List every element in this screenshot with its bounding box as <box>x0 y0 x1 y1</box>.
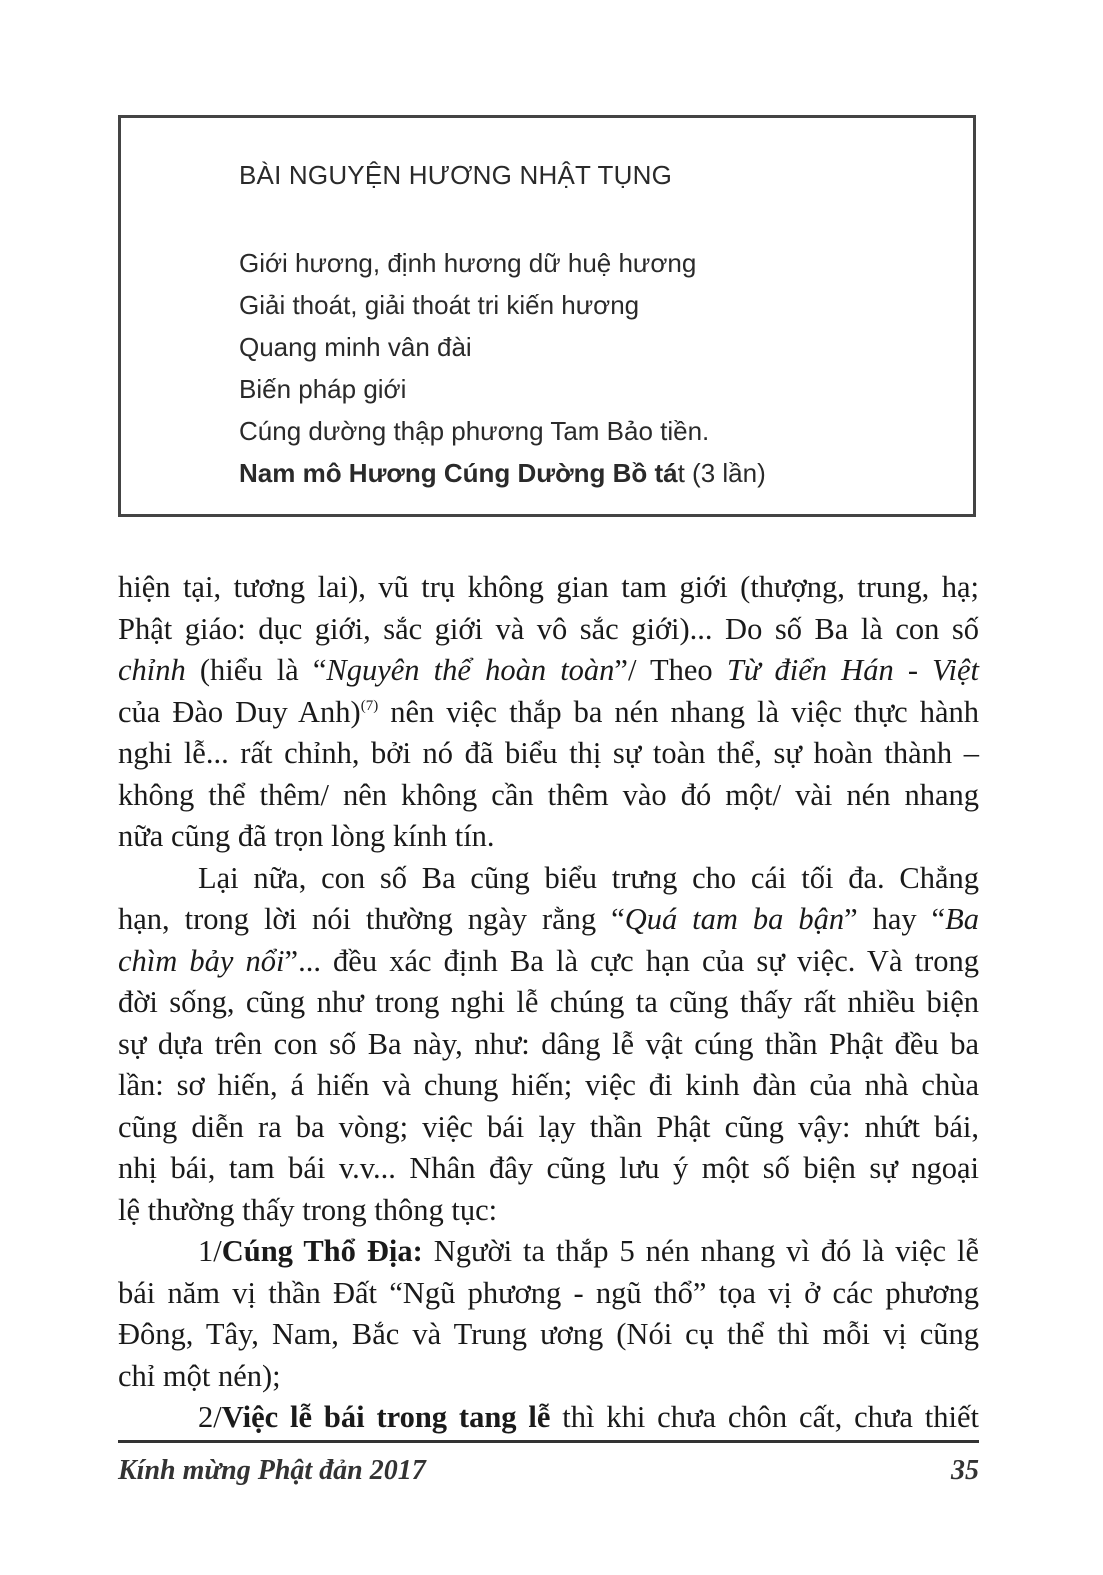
body-line: bái năm vị thần Đất “Ngũ phương - ngũ thổ” tọa vị ở các phương <box>118 1275 979 1310</box>
text-run: hạn, trong lời nói thường ngày rằng “ <box>118 902 625 936</box>
prayer-box-content <box>239 158 766 494</box>
italic-term: chìm bảy nổi <box>118 943 285 978</box>
body-line <box>118 941 979 983</box>
footer-rule <box>118 1440 979 1443</box>
italic-term: chỉnh <box>118 653 186 687</box>
prayer-final-bold: Nam mô Hương Cúng Dường Bồ tá <box>239 458 678 488</box>
text-run: ”... đều xác định Ba là cực hạn của sự việc. Và trong <box>284 943 979 978</box>
text-run: của Đào Duy Anh) <box>118 694 361 729</box>
footer-title: Kính mừng Phật đản 2017 <box>118 1455 426 1486</box>
body-line: hiện tại, tương lai), vũ trụ không gian tam giới (thượng, trung, hạ; <box>118 570 979 604</box>
bold-term: Cúng Thổ Địa: <box>221 1234 423 1268</box>
text-run: thì khi chưa chôn cất, chưa thiết <box>550 1400 979 1434</box>
body-line <box>118 650 979 692</box>
italic-term: Ba <box>945 902 979 936</box>
body-line: Phật giáo: dục giới, sắc giới và vô sắc giới)... Do số Ba là con số <box>118 611 979 646</box>
body-line: chỉ một nén); <box>118 1358 281 1393</box>
body-line <box>118 1231 979 1273</box>
body-line <box>118 899 979 941</box>
body-line: Lại nữa, con số Ba cũng biểu trưng cho cái tối đa. Chẳng <box>198 860 979 895</box>
page-footer <box>118 1455 979 1487</box>
italic-term: Nguyên thể hoàn toàn <box>326 653 615 687</box>
body-line: không thể thêm/ nên không cần thêm vào đó một/ vài nén nhang <box>118 777 979 812</box>
body-line: đời sống, cũng như trong nghi lễ chúng ta cũng thấy rất nhiều biện <box>118 985 979 1019</box>
italic-term: Từ điển Hán - Việt <box>726 653 979 687</box>
prayer-final-rest: t (3 lần) <box>677 458 766 488</box>
prayer-verse: Biến pháp giới <box>239 374 407 404</box>
prayer-verse: Giới hương, định hương dữ huệ hương <box>239 248 697 278</box>
prayer-verse: Giải thoát, giải thoát tri kiến hương <box>239 290 640 320</box>
text-run: ” hay “ <box>844 902 946 936</box>
body-line <box>118 692 979 734</box>
body-line: cũng diễn ra ba vòng; việc bái lạy thần Phật cũng vậy: nhứt bái, <box>118 1109 979 1144</box>
prayer-final-line <box>239 452 766 494</box>
text-run: nên việc thắp ba nén nhang là việc thực hành <box>378 694 979 729</box>
body-line <box>118 1397 979 1439</box>
body-text <box>118 567 979 1439</box>
text-run: 1/ <box>198 1234 222 1268</box>
body-line: sự dựa trên con số Ba này, như: dâng lễ vật cúng thần Phật đều ba <box>118 1026 979 1061</box>
body-line: nữa cũng đã trọn lòng kính tín. <box>118 819 495 853</box>
body-line: nhị bái, tam bái v.v... Nhân đây cũng lưu ý một số biện sự ngoại <box>118 1151 979 1185</box>
page-number: 35 <box>951 1455 979 1486</box>
text-run: ”/ Theo <box>614 653 727 687</box>
italic-term: Quá tam ba bận <box>624 902 845 936</box>
text-run: 2/ <box>198 1400 222 1434</box>
body-line: nghi lễ... rất chỉnh, bởi nó đã biểu thị sự toàn thể, sự hoàn thành – <box>118 736 979 770</box>
body-line: Đông, Tây, Nam, Bắc và Trung ương (Nói cụ thể thì mỗi vị cũng <box>118 1317 979 1351</box>
body-line: lệ thường thấy trong thông tục: <box>118 1192 498 1227</box>
body-line: lần: sơ hiến, á hiến và chung hiến; việc đi kinh đàn của nhà chùa <box>118 1068 979 1102</box>
text-run: (hiểu là “ <box>185 653 327 687</box>
footnote-ref: (7) <box>360 697 379 714</box>
prayer-box <box>118 115 976 517</box>
bold-term: Việc lễ bái trong tang lễ <box>221 1400 551 1434</box>
prayer-verse: Quang minh vân đài <box>239 332 472 362</box>
text-run: Người ta thắp 5 nén nhang vì đó là việc lễ <box>422 1234 979 1268</box>
prayer-title: BÀI NGUYỆN HƯƠNG NHẬT TỤNG <box>239 160 673 190</box>
prayer-verse: Cúng dường thập phương Tam Bảo tiền. <box>239 416 710 446</box>
